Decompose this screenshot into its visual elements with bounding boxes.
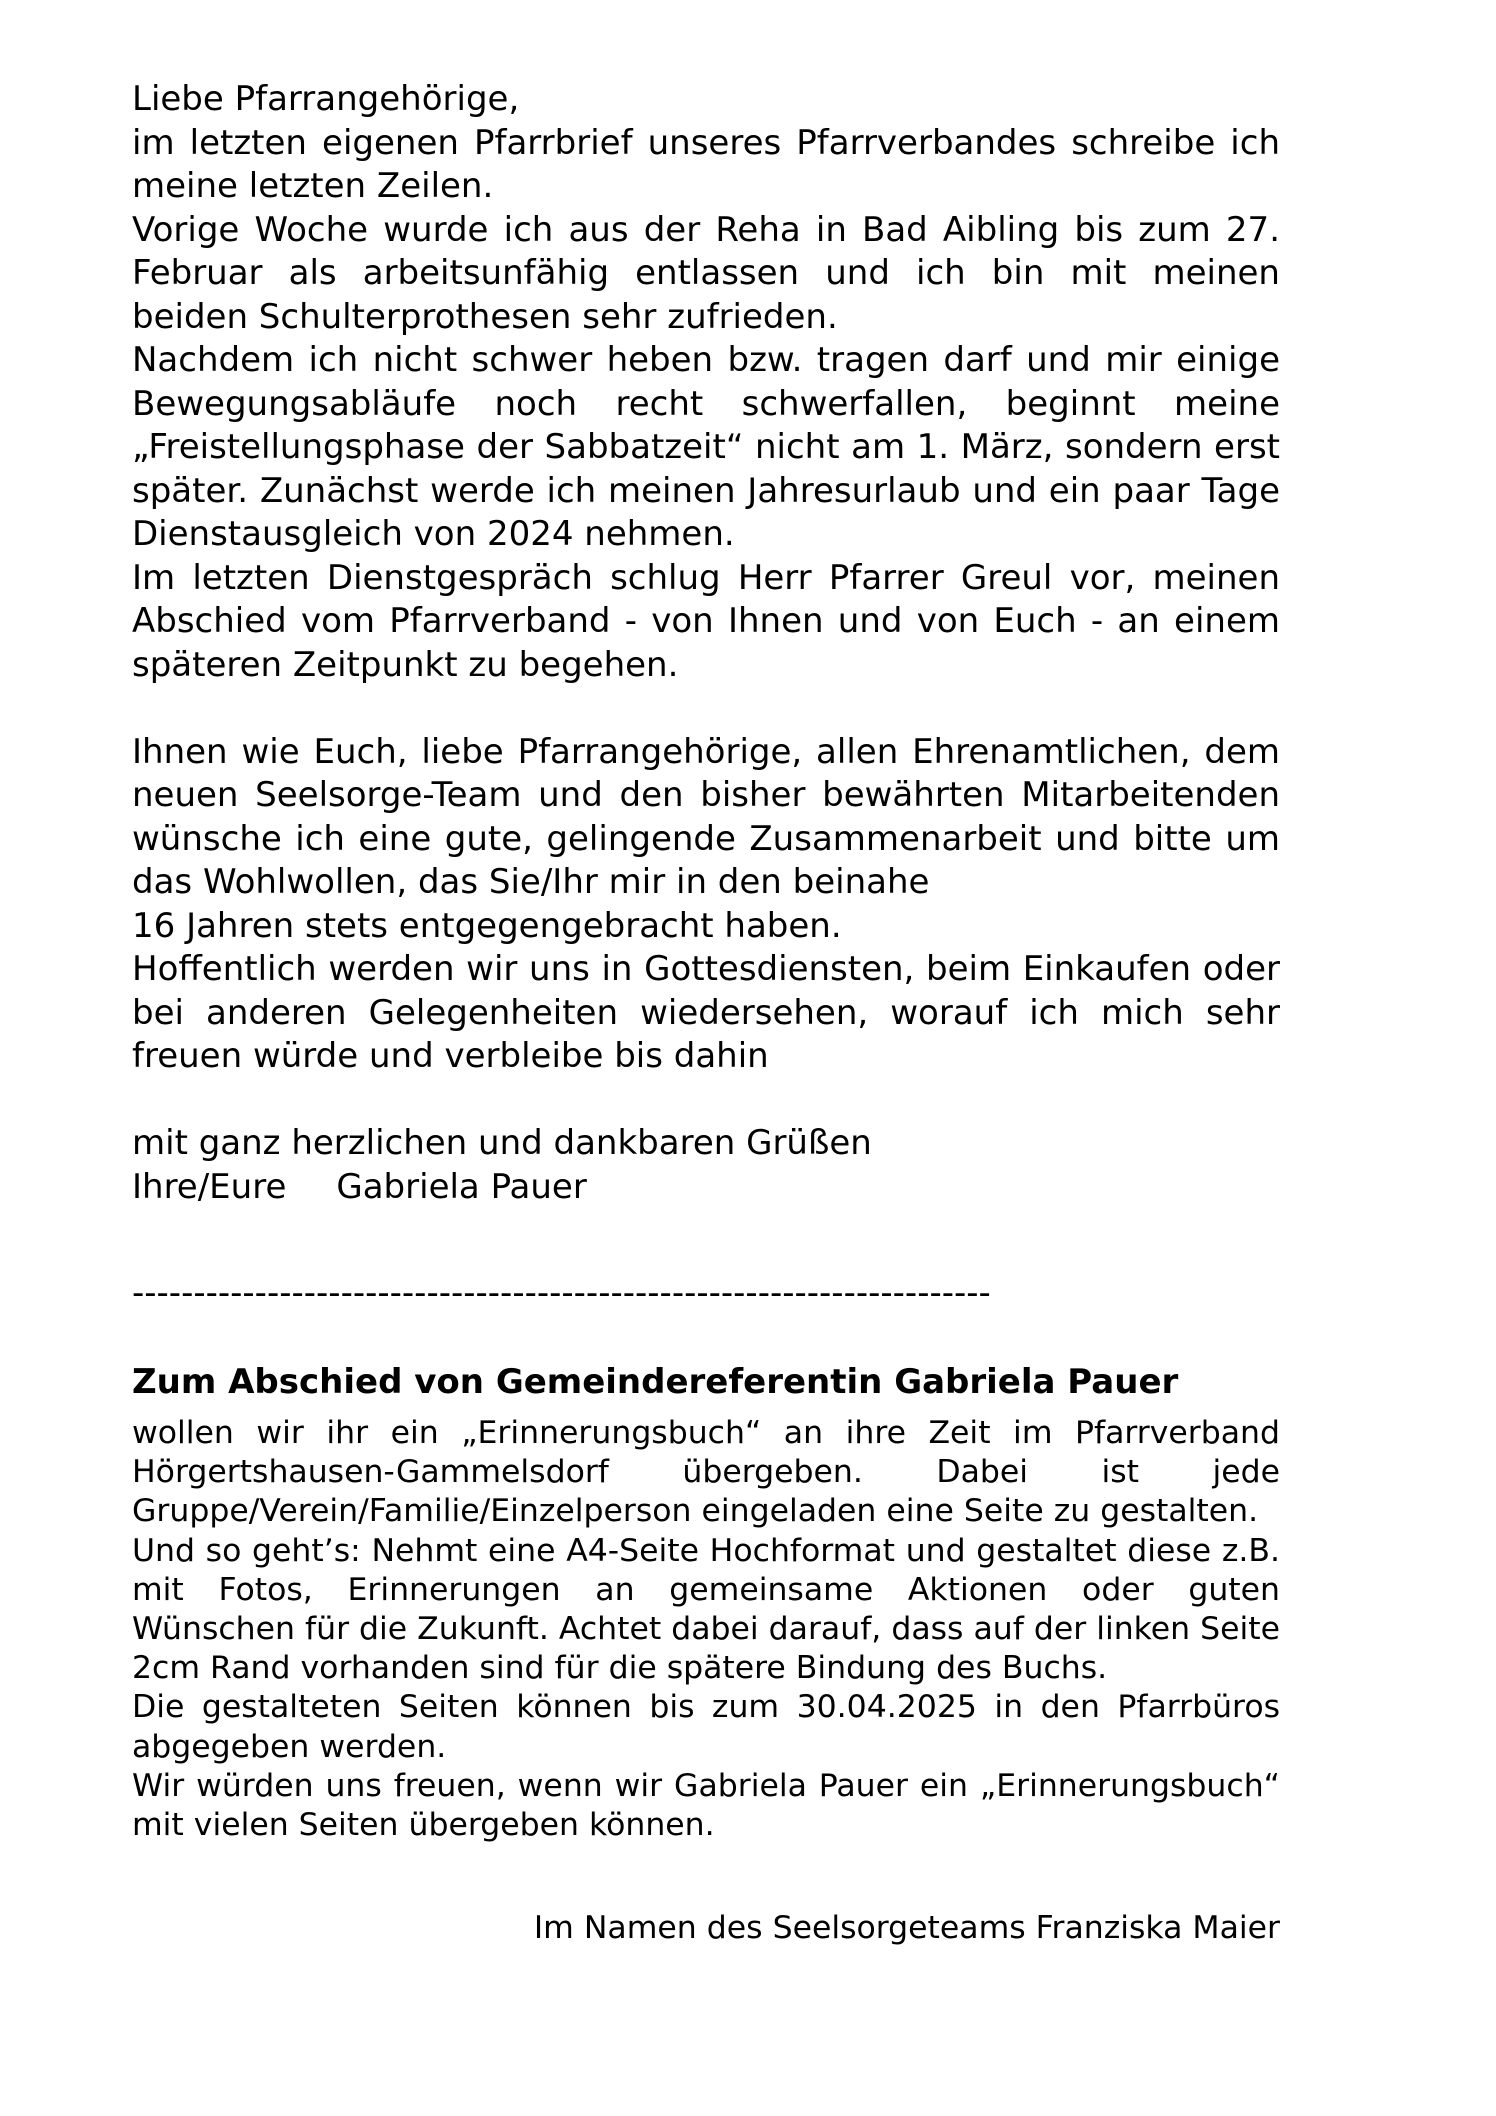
letter-paragraph: Nachdem ich nicht schwer heben bzw. tragen darf und mir einige Bewegungsabläufe noch recht schwerfallen, beginnt meine „Freistellungsphase der Sabbatzeit“ nicht am 1. März, sondern erst später. Zunächst werde ich meinen Jahresurlaub und ein paar Tage Dienstausgleich von 2024 nehmen.	[132, 340, 1280, 554]
article	[132, 1360, 1280, 1845]
article-paragraph: Wir würden uns freuen, wenn wir Gabriela Pauer ein „Erinnerungsbuch“ mit vielen Seiten übergeben können.	[132, 1767, 1280, 1844]
article-paragraph: Die gestalteten Seiten können bis zum 30.04.2025 in den Pfarrbüros abgegeben werden.	[132, 1689, 1280, 1765]
letter-salutation: Liebe Pfarrangehörige,	[132, 79, 520, 119]
letter-closing: mit ganz herzlichen und dankbaren Grüßen	[132, 1123, 872, 1163]
letter-paragraph: Hoffentlich werden wir uns in Gottesdiensten, beim Einkaufen oder bei anderen Gelegenheiten wiedersehen, worauf ich mich sehr freuen würde und verbleibe bis dahin	[132, 949, 1280, 1076]
divider-line: ----------------------------------------------------------------------	[132, 1273, 991, 1313]
letter-paragraph: Im letzten Dienstgespräch schlug Herr Pfarrer Greul vor, meinen Abschied vom Pfarrverband - von Ihnen und von Euch - an einem späteren Zeitpunkt zu begehen.	[132, 557, 1280, 685]
article-signature: Im Namen des Seelsorgeteams Franziska Maier	[533, 1910, 1280, 1946]
author-name: Gabriela Pauer	[336, 1166, 587, 1207]
article-title: Zum Abschied von Gemeindereferentin Gabriela Pauer	[132, 1362, 1179, 1402]
letter	[132, 78, 1280, 1209]
spacer	[132, 687, 1280, 731]
article-paragraph: Und so geht’s: Nehmt eine A4-Seite Hochformat und gestaltet diese z.B. mit Fotos, Erinnerungen an gemeinsame Aktionen oder guten Wünschen für die Zukunft. Achtet dabei darauf, dass auf der linken Seite 2cm Rand vorhanden sind für die spätere Bindung des Buchs.	[132, 1532, 1280, 1687]
letter-paragraph: Vorige Woche wurde ich aus der Reha in Bad Aibling bis zum 27. Februar als arbeitsunfähig entlassen und ich bin mit meinen beiden Schulterprothesen sehr zufrieden.	[132, 209, 1280, 337]
article-paragraph: wollen wir ihr ein „Erinnerungsbuch“ an ihre Zeit im Pfarrverband Hörgertshausen-Gammelsdorf übergeben. Dabei ist jede Gruppe/Verein/Familie/Einzelperson eingeladen eine Seite zu gestalten.	[132, 1415, 1280, 1530]
letter-paragraph: im letzten eigenen Pfarrbrief unseres Pfarrverbandes schreibe ich meine letzten Zeilen.	[132, 122, 1280, 206]
closing-prefix: Ihre/Eure	[132, 1166, 287, 1207]
letter-paragraph: Ihnen wie Euch, liebe Pfarrangehörige, allen Ehrenamtlichen, dem neuen Seelsorge-Team und den bisher bewährten Mitarbeitenden wünsche ich eine gute, gelingende Zusammenarbeit und bitte um das Wohlwollen, das Sie/Ihr mir in den beinahe	[132, 731, 1280, 902]
letter-paragraph: 16 Jahren stets entgegengebracht haben.	[132, 905, 842, 946]
letter-closing-signature	[132, 1166, 1280, 1210]
spacer	[132, 1079, 1280, 1123]
